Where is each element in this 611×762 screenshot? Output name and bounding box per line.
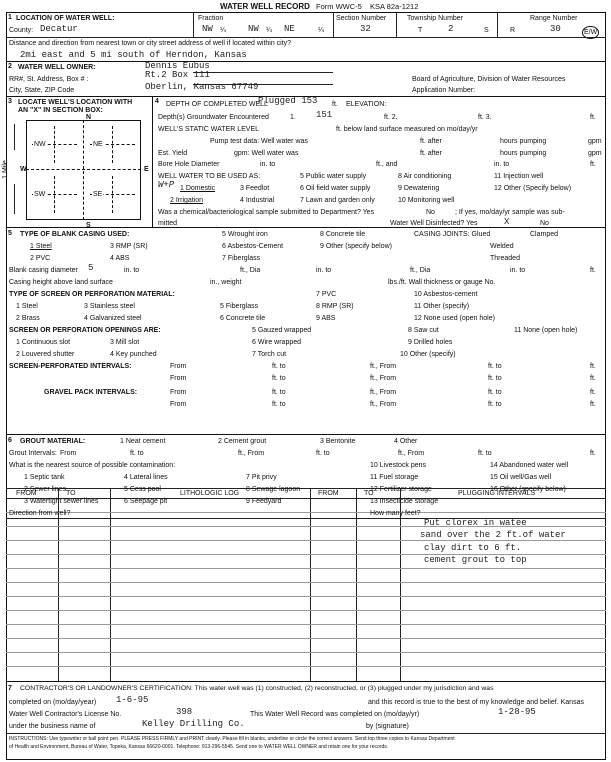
ft-label: ft.	[590, 161, 596, 168]
from-label: From	[170, 389, 187, 396]
ne-label: NE	[93, 141, 103, 148]
application-label: Application Number:	[412, 87, 476, 94]
use-injection[interactable]: 11 Injection well	[494, 173, 544, 180]
opening-none[interactable]: 11 None (open hole)	[514, 327, 578, 334]
joints-glued[interactable]: CASING JOINTS: Glued	[414, 231, 491, 238]
in-to-label: in. to	[316, 267, 332, 274]
opening-wire[interactable]: 6 Wire wrapped	[252, 339, 302, 346]
section-number: 5	[8, 230, 12, 237]
disinfected-mark[interactable]: X	[504, 217, 510, 227]
joints-welded[interactable]: Welded	[490, 243, 514, 250]
fraction-nw1[interactable]: NW	[202, 24, 213, 34]
ft-dia-label: ft., Dia	[410, 267, 431, 274]
grout-other[interactable]: 4 Other	[394, 438, 418, 445]
ft-to-label: ft. to	[316, 450, 330, 457]
grout-cement[interactable]: 2 Cement grout	[218, 438, 267, 445]
ft-after-label: ft. after	[420, 138, 442, 145]
source-lateral[interactable]: 4 Lateral lines	[124, 474, 168, 481]
ft-to-label: ft. to	[488, 401, 502, 408]
business-name[interactable]: Kelley Drilling Co.	[142, 719, 245, 729]
grout-label: GROUT MATERIAL:	[20, 438, 86, 445]
spi-label: SCREEN-PERFORATED INTERVALS:	[9, 363, 132, 370]
instructions-2: of Health and Environment, Bureau of Water, Topeka, Kansas 66620-0001. Telephone: 913-296-5545. Send one to WATER WELL OWNER and retain one for your records.	[9, 744, 389, 750]
ft-and-label: ft., and	[376, 161, 398, 168]
section-number: 3	[8, 98, 12, 105]
yield-suffix: gpm: Well water was	[234, 150, 299, 157]
s-label: S	[484, 27, 489, 34]
ft-label: ft.	[590, 267, 596, 274]
in-to-label: in. to	[124, 267, 140, 274]
screen-stainless[interactable]: 3 Stainless steel	[84, 303, 135, 310]
screen-other[interactable]: 11 Other (specify)	[414, 303, 470, 310]
section-number: 4	[155, 98, 159, 105]
casing-fiberglass[interactable]: 7 Fiberglass	[222, 255, 261, 262]
source-fertilizer[interactable]: 12 Fertilizer storage	[370, 486, 432, 493]
completed-date[interactable]: 1-6-95	[116, 695, 149, 705]
used-label: WELL WATER TO BE USED AS:	[158, 173, 261, 180]
source-other[interactable]: 16 Other (specify below)	[490, 486, 566, 493]
west-label: W	[20, 166, 27, 173]
plugging-note[interactable]: clay dirt to 6 ft.	[424, 543, 522, 553]
joints-clamped[interactable]: Clamped	[530, 231, 559, 238]
use-industrial[interactable]: 4 Industrial	[240, 197, 275, 204]
from-label: From	[170, 401, 187, 408]
bore-label: Bore Hole Diameter	[158, 161, 220, 168]
screen-abs[interactable]: 9 ABS	[316, 315, 336, 322]
casing-other[interactable]: 9 Other (specify below)	[320, 243, 392, 250]
ft-label: ft.	[590, 389, 596, 396]
casing-abs[interactable]: 4 ABS	[110, 255, 130, 262]
plugging-header: PLUGGING INTERVALS	[458, 490, 536, 497]
static-suffix: ft. below land surface measured on mo/day/yr	[336, 126, 478, 133]
opening-gauzed[interactable]: 5 Gauzed wrapped	[252, 327, 312, 334]
screen-galvanized[interactable]: 4 Galvanized steel	[84, 315, 142, 322]
diameter-value[interactable]: 5	[88, 263, 94, 273]
elevation-label: ELEVATION:	[346, 101, 387, 108]
use-monitoring[interactable]: 10 Monitoring well	[398, 197, 455, 204]
location-label: LOCATION OF WATER WELL:	[16, 15, 115, 22]
township-value[interactable]: 2	[448, 24, 454, 34]
business-label: under the business name of	[9, 723, 96, 730]
owner-city[interactable]: Oberlin, Kansas 67749	[145, 82, 259, 92]
completed-label: completed on (mo/day/year)	[9, 699, 97, 706]
gw-2-label: ft. 2.	[384, 114, 398, 121]
use-air[interactable]: 8 Air conditioning	[398, 173, 452, 180]
log-from-header: FROM	[16, 490, 37, 497]
section-value[interactable]: 32	[360, 24, 371, 34]
license-label: Water Well Contractor's License No.	[9, 711, 122, 718]
address-label: RR#, St. Address, Box # :	[9, 76, 89, 83]
litho-header: LITHOLOGIC LOG	[180, 490, 240, 497]
casing-steel[interactable]: 1 Steel	[30, 243, 52, 250]
ft-to-label: ft. to	[272, 389, 286, 396]
ft-to-label: ft. to	[130, 450, 144, 457]
range-label: Range Number	[530, 15, 578, 22]
source-septic[interactable]: 1 Septic tank	[24, 474, 65, 481]
lbs-label: lbs./ft. Wall thickness or gauge No.	[388, 279, 496, 286]
south-label: S	[86, 222, 91, 229]
divider	[6, 733, 606, 734]
distance-label: Distance and direction from nearest town or city street address of well if located within city?	[9, 40, 292, 47]
ft-from-label: ft., From	[370, 401, 397, 408]
grout-bentonite[interactable]: 3 Bentonite	[320, 438, 356, 445]
hours-label: hours pumping	[500, 138, 547, 145]
source-insecticide[interactable]: 13 Insecticide storage	[370, 498, 439, 505]
township-label: Township Number	[407, 15, 464, 22]
hand-mark: W+P	[158, 180, 175, 190]
use-feedlot[interactable]: 3 Feedlot	[240, 185, 270, 192]
opening-torch[interactable]: 7 Torch cut	[252, 351, 287, 358]
height-label: Casing height above land surface	[9, 279, 113, 286]
gw-1-label: 1.	[290, 114, 296, 121]
section-number: 6	[8, 437, 12, 444]
use-lawn[interactable]: 7 Lawn and garden only	[300, 197, 375, 204]
yield-label: Est. Yield	[158, 150, 188, 157]
nw-label: NW	[34, 141, 46, 148]
use-oil-field[interactable]: 6 Oil field water supply	[300, 185, 371, 192]
groundwater-value[interactable]: 151	[316, 110, 333, 120]
disinfected-label: Water Well Disinfected? Yes	[390, 220, 478, 227]
owner-address[interactable]: Rt.2 Box 111	[145, 70, 210, 80]
owner-name[interactable]: Dennis Eubus	[145, 61, 210, 71]
screen-concrete[interactable]: 6 Concrete tile	[220, 315, 266, 322]
mile-label: 1 Mile	[1, 160, 9, 179]
section-number: 7	[8, 685, 12, 692]
openings-label: SCREEN OR PERFORATION OPENINGS ARE:	[9, 327, 161, 334]
plugging-note[interactable]: cement grout to top	[424, 555, 527, 565]
ft-label: ft.	[590, 363, 596, 370]
ft-to-label: ft. to	[488, 363, 502, 370]
section-number: 2	[8, 63, 12, 70]
weight-label: in., weight	[210, 279, 242, 286]
county-value[interactable]: Decatur	[40, 24, 78, 34]
grout-intervals-label: Grout Intervals:	[9, 450, 57, 457]
owner-label: WATER WELL OWNER:	[18, 64, 96, 71]
screen-label: TYPE OF SCREEN OR PERFORATION MATERIAL:	[9, 291, 175, 298]
ft-label: ft.	[590, 114, 596, 121]
range-value[interactable]: 30	[550, 24, 561, 34]
log-to-header: TO	[66, 490, 76, 497]
screen-steel[interactable]: 1 Steel	[16, 303, 38, 310]
distance-value[interactable]: 2mi east and 5 mi south of Herndon, Kansas	[20, 50, 247, 60]
ft-from-label: ft., From	[370, 363, 397, 370]
from-label: From	[60, 450, 77, 457]
groundwater-label: Depth(s) Groundwater Encountered	[158, 114, 269, 121]
section-label: Section Number	[336, 15, 387, 22]
use-dewatering[interactable]: 9 Dewatering	[398, 185, 440, 192]
source-feedyard[interactable]: 9 Feedyard	[246, 498, 282, 505]
screen-rmp[interactable]: 8 RMP (SR)	[316, 303, 354, 310]
contamination-label: What is the nearest source of possible contamination:	[9, 462, 176, 469]
joints-threaded[interactable]: Threaded	[490, 255, 520, 262]
license-number[interactable]: 398	[176, 707, 193, 717]
source-sewer[interactable]: 2 Sewer lines	[24, 486, 67, 493]
use-public[interactable]: 5 Public water supply	[300, 173, 367, 180]
casing-asbestos[interactable]: 6 Asbestos-Cement	[222, 243, 284, 250]
gpm-label: gpm	[588, 138, 602, 145]
screen-fiberglass[interactable]: 5 Fiberglass	[220, 303, 259, 310]
screen-none[interactable]: 12 None used (open hole)	[414, 315, 495, 322]
opening-key[interactable]: 4 Key punched	[110, 351, 157, 358]
casing-wrought[interactable]: 5 Wrought iron	[222, 231, 268, 238]
source-cess[interactable]: 5 Cess pool	[124, 486, 161, 493]
ft-from-label: ft., From	[238, 450, 265, 457]
ft-label: ft.	[590, 450, 596, 457]
fraction-ne[interactable]: NE	[284, 24, 295, 34]
direction-label: Direction from well?	[9, 510, 71, 517]
opening-other[interactable]: 10 Other (specify)	[400, 351, 456, 358]
casing-pvc[interactable]: 2 PVC	[30, 255, 51, 262]
se-label: SE	[93, 191, 103, 198]
mile-arrow-bottom	[14, 184, 15, 214]
record-date[interactable]: 1-28-95	[498, 707, 536, 717]
opening-louvered[interactable]: 2 Louvered shutter	[16, 351, 75, 358]
casing-label: TYPE OF BLANK CASING USED:	[20, 231, 130, 238]
source-seepage[interactable]: 6 Seepage pit	[124, 498, 168, 505]
ft-to-label: ft. to	[488, 375, 502, 382]
ft-from-label: ft., From	[370, 375, 397, 382]
signature-label: by (signature)	[366, 723, 409, 730]
east-label: E	[144, 166, 149, 173]
north-label: N	[86, 114, 92, 121]
ft-label: ft.	[332, 101, 338, 108]
opening-continuous[interactable]: 1 Continuous slot	[16, 339, 71, 346]
source-abandoned[interactable]: 14 Abandoned water well	[490, 462, 569, 469]
source-fuel[interactable]: 11 Fuel storage	[370, 474, 419, 481]
form-title: WATER WELL RECORD	[220, 2, 310, 11]
source-watertight[interactable]: 3 Watertight sewer lines	[24, 498, 99, 505]
plugging-note[interactable]: Put clorex in watee	[424, 518, 527, 528]
section-number: 1	[8, 14, 12, 21]
depth-label: DEPTH OF COMPLETED WELL	[166, 101, 268, 108]
county-label: County:	[9, 27, 34, 34]
casing-concrete[interactable]: 8 Concrete tile	[320, 231, 366, 238]
ft-to-label: ft. to	[272, 375, 286, 382]
from-label: From	[170, 363, 187, 370]
sw-label: SW	[34, 191, 46, 198]
ft-label: ft.	[590, 401, 596, 408]
source-lagoon[interactable]: 8 Sewage lagoon	[246, 486, 301, 493]
chem-if-yes: ; If yes, mo/day/yr sample was sub-	[455, 209, 565, 216]
quarter-label: ¼	[266, 27, 272, 34]
instructions: INSTRUCTIONS: Use typewriter or ball point pen. PLEASE PRESS FIRMLY and PRINT clearly. Please fill in blanks, underline or circle the correct answers. Send top three copies to Kansas Department	[9, 736, 455, 742]
grout-neat[interactable]: 1 Neat cement	[120, 438, 166, 445]
log-to2-header: TO	[364, 490, 374, 497]
ft-from-label: ft., From	[398, 450, 425, 457]
in-to-label: in. to	[510, 267, 526, 274]
board-label: Board of Agriculture, Division of Water Resources	[412, 76, 566, 83]
fraction-label: Fraction	[198, 15, 224, 22]
use-domestic[interactable]: 1 Domestic	[180, 185, 216, 192]
use-irrigation[interactable]: 2 Irrigation	[170, 197, 204, 204]
depth-value[interactable]: Plugged 153	[258, 96, 318, 106]
source-pit[interactable]: 7 Pit privy	[246, 474, 277, 481]
ft-to-label: ft. to	[272, 363, 286, 370]
locate-label-2: AN "X" IN SECTION BOX:	[18, 107, 103, 114]
cert-text: and this record is true to the best of my knowledge and belief. Kansas	[368, 699, 584, 706]
hours-label: hours pumping	[500, 150, 547, 157]
screen-pvc[interactable]: 7 PVC	[316, 291, 337, 298]
in-to-label: in. to	[260, 161, 276, 168]
quarter-label: ¼	[318, 27, 324, 34]
mitted-label: mitted	[158, 220, 178, 227]
ft-to-label: ft. to	[272, 401, 286, 408]
quarter-label: ¼	[220, 27, 226, 34]
t-label: T	[418, 27, 423, 34]
gpi-label: GRAVEL PACK INTERVALS:	[44, 389, 138, 396]
chem-label: Was a chemical/bacteriological sample submitted to Department? Yes	[158, 209, 375, 216]
record-label: This Water Well Record was completed on (mo/day/yr)	[250, 711, 420, 718]
ft-after-label: ft. after	[420, 150, 442, 157]
mile-arrow-top	[14, 124, 15, 150]
ft-to-label: ft. to	[478, 450, 492, 457]
use-other[interactable]: 12 Other (Specify below)	[494, 185, 572, 192]
section-box[interactable]	[26, 120, 142, 220]
screen-brass[interactable]: 2 Brass	[16, 315, 40, 322]
ft-from-label: ft., From	[370, 389, 397, 396]
opening-drilled[interactable]: 9 Drilled holes	[408, 339, 453, 346]
casing-rmp[interactable]: 3 RMP (SR)	[110, 243, 148, 250]
opening-saw[interactable]: 8 Saw cut	[408, 327, 439, 334]
statute: KSA 82a-1212	[370, 2, 419, 11]
city-label: City, State, ZIP Code	[9, 87, 75, 94]
gw-3-label: ft. 3.	[478, 114, 492, 121]
log-from2-header: FROM	[318, 490, 339, 497]
howmany-label: How many feet?	[370, 510, 421, 517]
ew-circle[interactable]: E/W	[582, 26, 599, 39]
ft-dia-label: ft., Dia	[240, 267, 261, 274]
pump-label: Pump test data: Well water was	[210, 138, 308, 145]
cert-line: CONTRACTOR'S OR LANDOWNER'S CERTIFICATION: This water well was (1) constructed, (2) reconstructed, or (3) plugged under my jurisdiction and was	[20, 685, 494, 692]
ft-label: ft.	[590, 375, 596, 382]
locate-label: LOCATE WELL'S LOCATION WITH	[18, 99, 133, 106]
source-livestock[interactable]: 10 Livestock pens	[370, 462, 427, 469]
in-to-label: in. to	[494, 161, 510, 168]
static-label: WELL'S STATIC WATER LEVEL	[158, 126, 260, 133]
fraction-nw2[interactable]: NW	[248, 24, 259, 34]
ft-to-label: ft. to	[488, 389, 502, 396]
diameter-label: Blank casing diameter	[9, 267, 78, 274]
screen-asbestos[interactable]: 10 Asbestos-cement	[414, 291, 478, 298]
disinfected-no[interactable]: No	[540, 220, 549, 227]
plugging-note[interactable]: sand over the 2 ft.of water	[420, 530, 566, 540]
from-label: From	[170, 375, 187, 382]
form-number: Form WWC-5	[316, 2, 362, 11]
r-label: R	[510, 27, 516, 34]
gpm-label: gpm	[588, 150, 602, 157]
opening-mill[interactable]: 3 Mill slot	[110, 339, 140, 346]
source-oil-gas[interactable]: 15 Oil well/Gas well	[490, 474, 552, 481]
chem-no[interactable]: No	[426, 209, 435, 216]
